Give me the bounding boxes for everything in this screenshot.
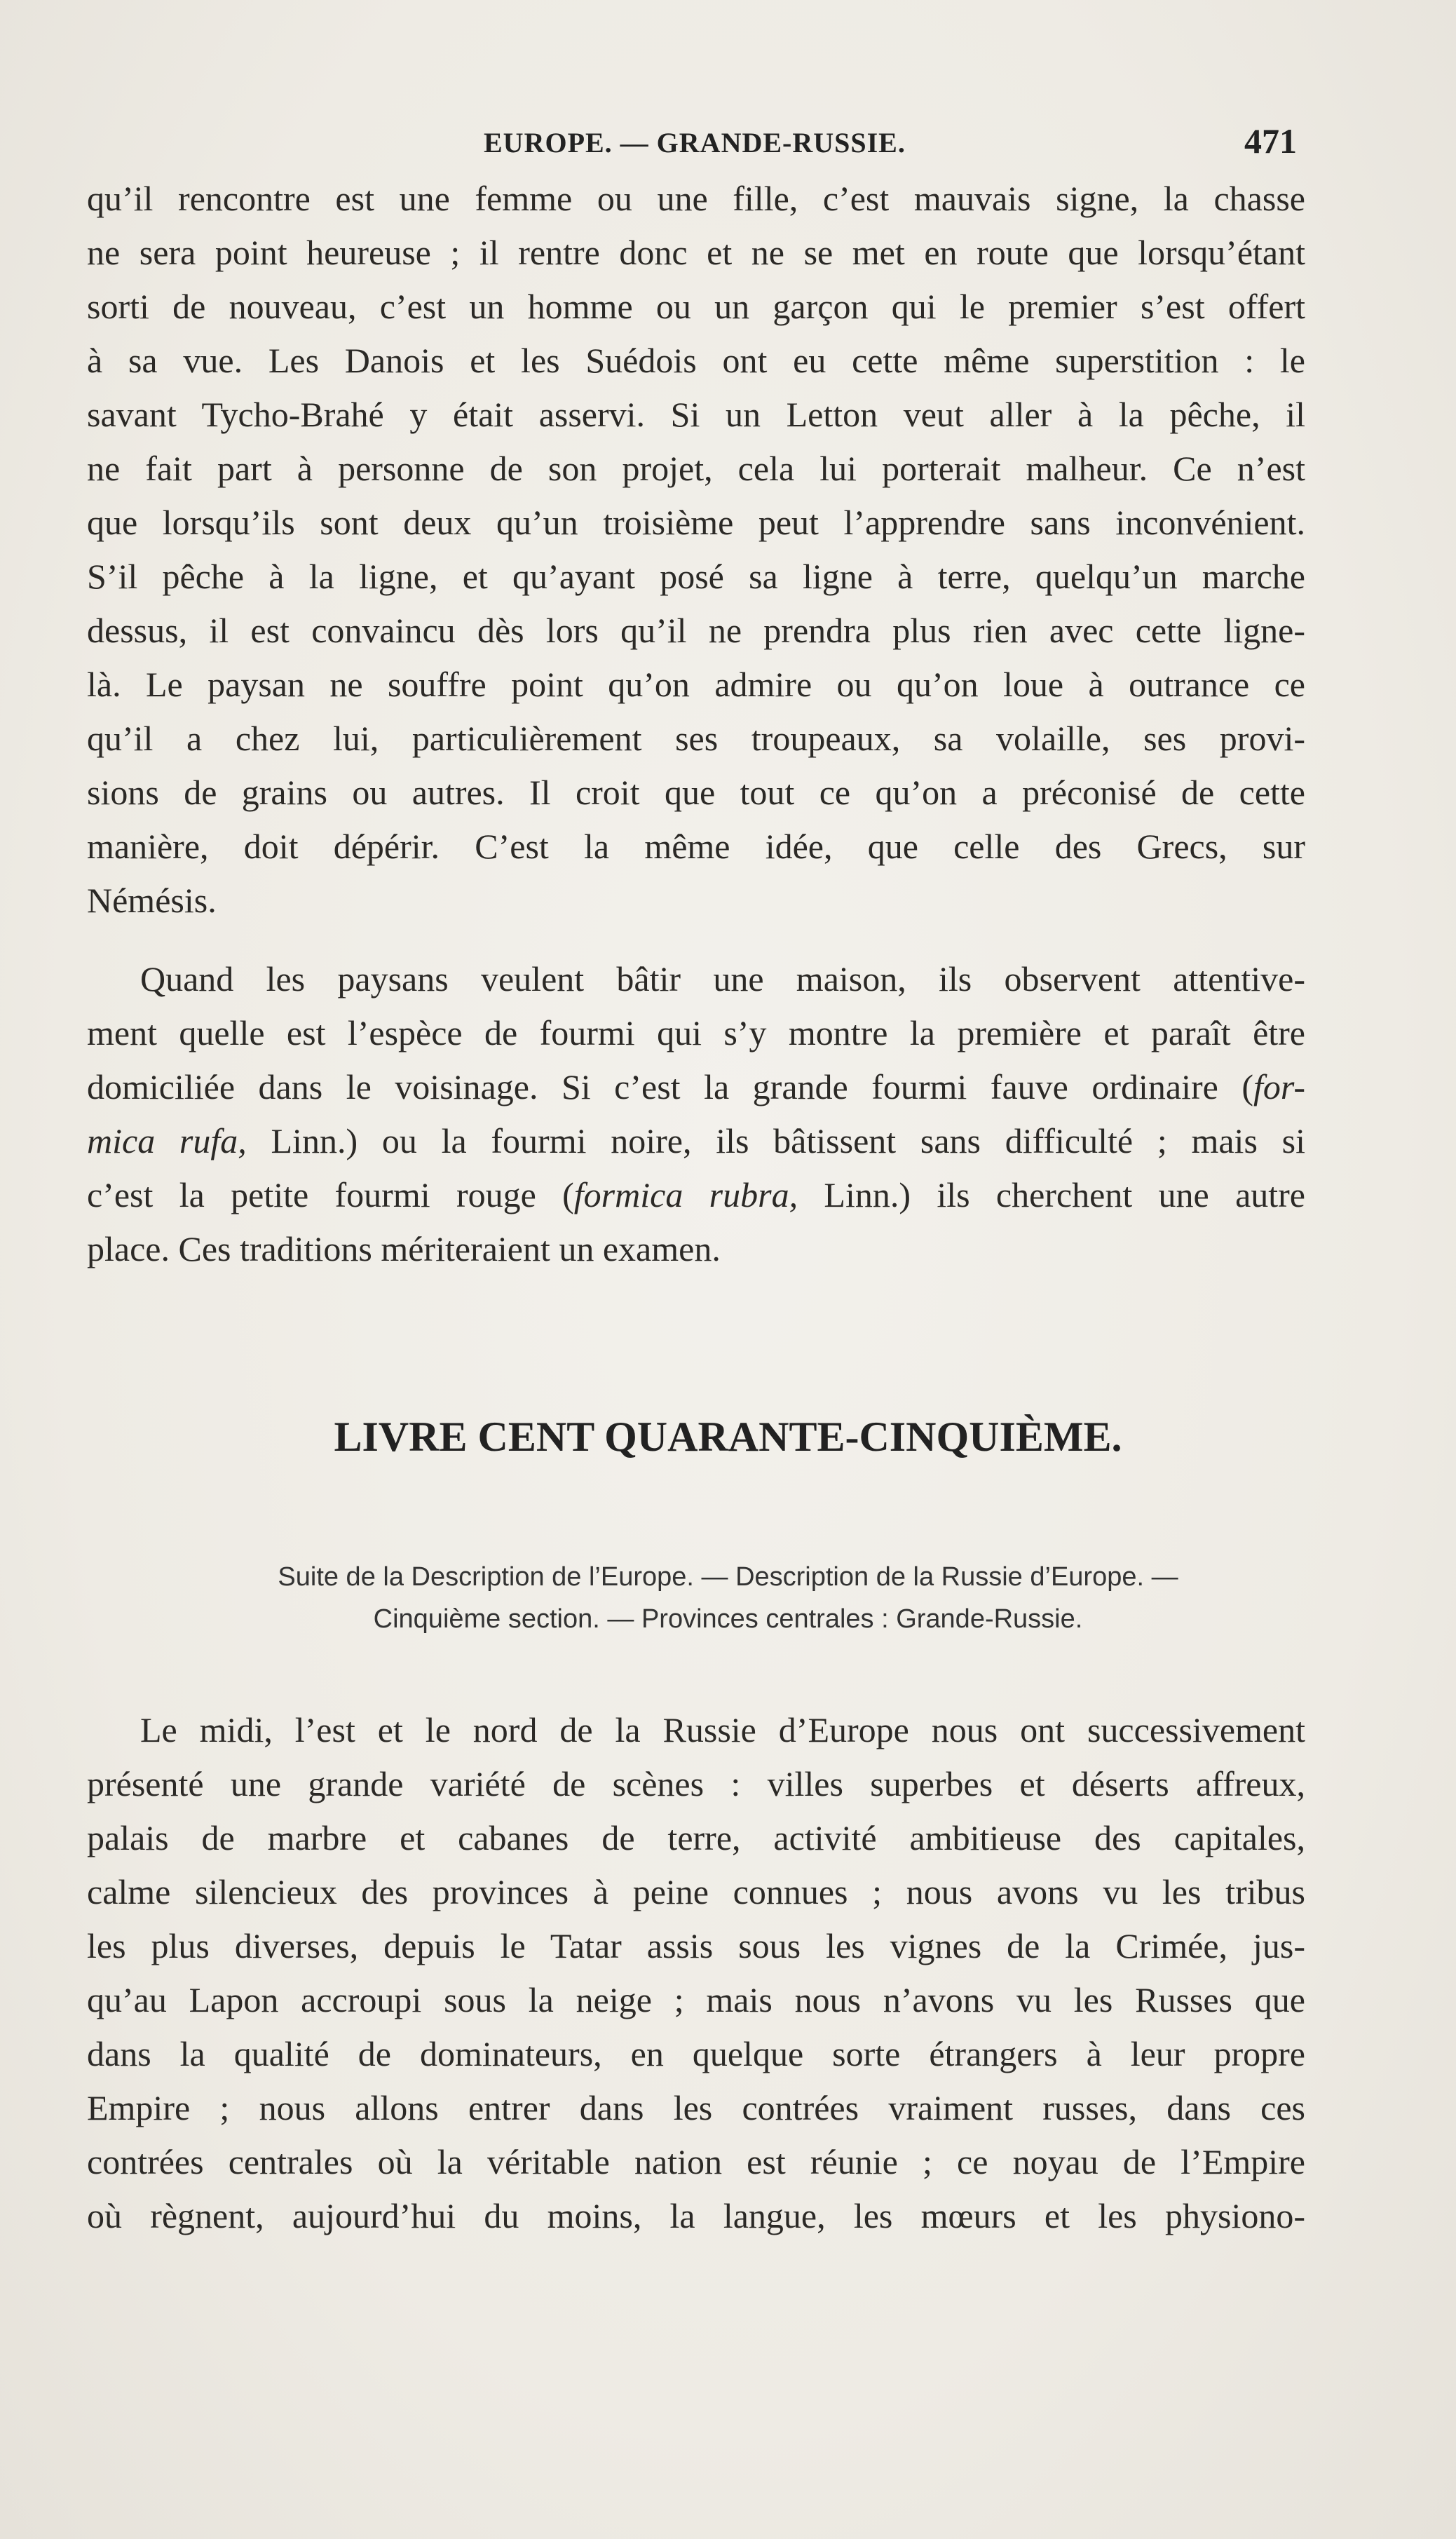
text-line: Le midi, l’est et le nord de la Russie d’Europe nous ont successivement xyxy=(140,1710,1305,1749)
text-line xyxy=(87,1060,1305,1114)
text-line: savant Tycho-Brahé y était asservi. Si un Letton veut aller à la pêche, il xyxy=(87,395,1305,434)
text-line: S’il pêche à la ligne, et qu’ayant posé sa ligne à terre, quelqu’un marche xyxy=(87,557,1305,596)
text-line: que lorsqu’ils sont deux qu’un troisième peut l’apprendre sans inconvénient. xyxy=(87,503,1305,542)
text-line: Némésis. xyxy=(87,881,217,920)
text-line: ne sera point heureuse ; il rentre donc et ne se met en route que lorsqu’étant xyxy=(87,233,1305,272)
text-line: sions de grains ou autres. Il croit que tout ce qu’on a préconisé de cette xyxy=(87,773,1305,812)
text-line: dans la qualité de dominateurs, en quelque sorte étrangers à leur propre xyxy=(87,2034,1305,2073)
text-line: contrées centrales où la véritable nation est réunie ; ce noyau de l’Empire xyxy=(87,2142,1305,2181)
text-line: présenté une grande variété de scènes : villes superbes et déserts affreux, xyxy=(87,1764,1305,1803)
chapter-summary-line: Suite de la Description de l’Europe. — Description de la Russie d’Europe. — xyxy=(278,1562,1178,1592)
chapter-summary-line: Cinquième section. — Provinces centrales : Grande-Russie. xyxy=(373,1604,1083,1634)
text-line: sorti de nouveau, c’est un homme ou un garçon qui le premier s’est offert xyxy=(87,287,1305,326)
text-segment: domiciliée dans le voisinage. Si c’est la grande fourmi fauve ordinaire ( xyxy=(87,1067,1253,1106)
latin-name: for- xyxy=(1253,1067,1305,1106)
text-line: ne fait part à personne de son projet, cela lui porterait malheur. Ce n’est xyxy=(87,449,1305,488)
text-line: qu’il rencontre est une femme ou une fille, c’est mauvais signe, la chasse xyxy=(87,179,1305,218)
text-line: dessus, il est convaincu dès lors qu’il ne prendra plus rien avec cette ligne- xyxy=(87,611,1305,650)
paragraph-central-russia xyxy=(87,1703,1305,2243)
text-line: où règnent, aujourd’hui du moins, la langue, les mœurs et les physiono- xyxy=(87,2196,1305,2235)
text-line: place. Ces traditions mériteraient un examen. xyxy=(87,1229,721,1268)
running-header: EUROPE. — GRANDE-RUSSIE. xyxy=(484,127,906,158)
text-line: ment quelle est l’espèce de fourmi qui s’y montre la première et paraît être xyxy=(87,1013,1305,1052)
chapter-title: LIVRE CENT QUARANTE-CINQUIÈME. xyxy=(334,1414,1122,1460)
latin-name: mica rufa, xyxy=(87,1121,247,1160)
text-line: palais de marbre et cabanes de terre, activité ambitieuse des capitales, xyxy=(87,1818,1305,1857)
text-line: là. Le paysan ne souffre point qu’on admire ou qu’on loue à outrance ce xyxy=(87,665,1305,704)
text-line: qu’au Lapon accroupi sous la neige ; mais nous n’avons vu les Russes que xyxy=(87,1980,1305,2019)
text-segment: Linn.) ou la fourmi noire, ils bâtissent sans difficulté ; mais si xyxy=(246,1121,1305,1160)
text-line: qu’il a chez lui, particulièrement ses troupeaux, sa volaille, ses provi- xyxy=(87,719,1305,758)
text-line: Empire ; nous allons entrer dans les contrées vraiment russes, dans ces xyxy=(87,2088,1305,2127)
text-line: Quand les paysans veulent bâtir une maison, ils observent attentive- xyxy=(140,959,1305,998)
paragraph-ants xyxy=(87,952,1305,1276)
latin-name: formica rubra, xyxy=(573,1175,798,1214)
text-line: calme silencieux des provinces à peine connues ; nous avons vu les tribus xyxy=(87,1872,1305,1911)
text-line: à sa vue. Les Danois et les Suédois ont eu cette même superstition : le xyxy=(87,341,1305,380)
text-segment: Linn.) ils cherchent une autre xyxy=(798,1175,1305,1214)
text-line: les plus diverses, depuis le Tatar assis sous les vignes de la Crimée, jus- xyxy=(87,1926,1305,1965)
text-line xyxy=(87,1114,1305,1168)
page-number: 471 xyxy=(1244,121,1297,161)
text-segment: c’est la petite fourmi rouge ( xyxy=(87,1175,574,1214)
text-line xyxy=(87,1168,1305,1222)
text-line: manière, doit dépérir. C’est la même idée, que celle des Grecs, sur xyxy=(87,827,1305,866)
paragraph-superstitions xyxy=(87,172,1305,928)
